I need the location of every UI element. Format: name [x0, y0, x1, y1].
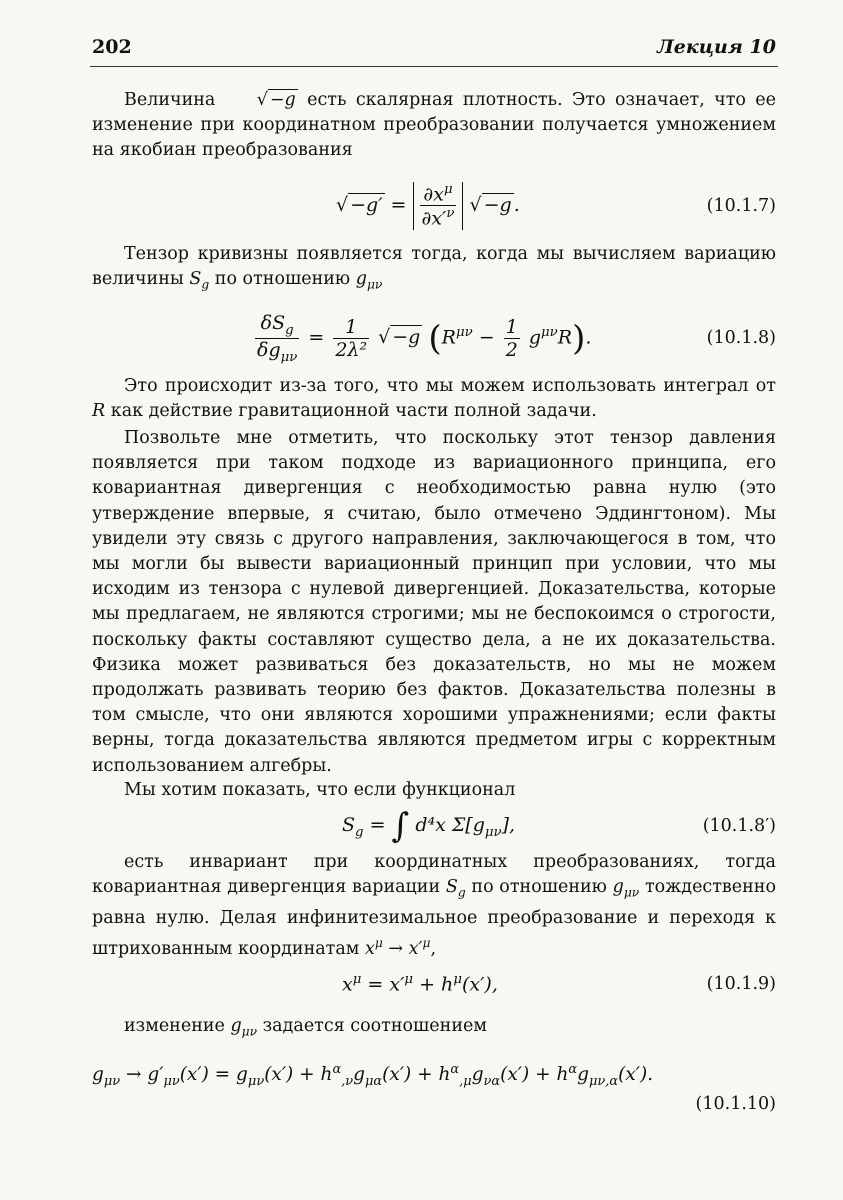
equation-10-1-7: √ −g′ = $\frac{\partial x^\mu}{\partial x'^\nu}$ √ −g . (10.1.7) [336, 182, 776, 230]
equation-number: (10.1.7) [706, 196, 776, 216]
page-number: 202 [92, 36, 132, 58]
paragraph-invariant: есть инвариант при координатных преобразованиях, тогда ковариантная дивергенция вариации $S_g$ по отношению $g_{\mu\nu}$ тождественно равна нулю. Делая инфинитезимальное преобразование и переходя к штрихованным координатам $x^\mu \to x'^\mu$, [92, 852, 776, 959]
paragraph-metric-change: изменение $g_{\mu\nu}$ задается соотношением [124, 1016, 487, 1039]
equation-expression: $g_{\mu\nu} \to g'_{\mu\nu}(x') = g_{\mu\nu}(x') + h^\alpha_{,\nu}g_{\mu\alpha}(x') + h^\alpha_{,\mu}g_{\nu\alpha}(x') + h^\alpha g_{\mu\nu,\alpha}(x')$. [92, 1062, 654, 1089]
equation-number: (10.1.8) [706, 328, 776, 348]
equation-10-1-9: $x^\mu = x'^\mu + h^\mu(x')$, (10.1.9) [342, 972, 776, 996]
sqrt-minus-g: √ −g [256, 90, 296, 110]
equation-number: (10.1.9) [706, 974, 776, 994]
equation-number: (10.1.10) [695, 1094, 776, 1114]
equation-10-1-8-prime: $S_g$ = ∫ d⁴x $\Sigma[g_{\mu\nu}]$, (10.1.8′) [342, 806, 776, 846]
header-rule [90, 66, 778, 67]
equation-number: (10.1.8′) [702, 816, 776, 836]
paragraph-functional: Мы хотим показать, что если функционал [124, 780, 516, 800]
paragraph-curvature: Тензор кривизны появляется тогда, когда мы вычисляем вариацию величины $S_g$ по отношению $g_{\mu\nu}$ [92, 244, 776, 292]
paragraph-scalar-density: Величина √ −g есть скалярная плотность. Это означает, что ее изменение при координатном преобразовании получается умножением на якобиан преобразования [92, 90, 776, 161]
running-head: Лекция 10 [656, 36, 776, 58]
equation-10-1-10 [92, 1062, 776, 1122]
equation-10-1-8: $\frac{\delta S_g}{\delta g_{\mu\nu}}$ = $\frac{1}{\text{2λ²}}$ √ −g ($R^{\mu\nu}$ − $\frac{1}{2}$ $g^{\mu\nu}R$). (10.1.8) [257, 312, 776, 365]
paragraph-action: Это происходит из-за того, что мы можем использовать интеграл от R как действие гравитационной части полной задачи. [92, 376, 776, 422]
paragraph-divergence: Позвольте мне отметить, что поскольку этот тензор давления появляется при таком подходе из вариационного принципа, его ковариантная дивергенция с необходимостью равна нулю (это утверждение впервые, я считаю, было отмечено Эддингтоном). Мы увидели эту связь с другого направления, заключающегося в том, что мы могли бы вывести вариационный принцип при условии, что мы исходим из тензора с нулевой дивергенцией. Доказательства, которые мы предлагаем, не являются строгими; мы не беспокоимся о строгости, поскольку факты составляют существо дела, а не их доказательства. Физика может развиваться без доказательств, но мы не можем продолжать развивать теорию без фактов. Доказательства полезны в том смысле, что они являются хорошими упражнениями; если факты верны, тогда доказательства являются предметом игры с корректным использованием алгебры. [92, 428, 776, 776]
